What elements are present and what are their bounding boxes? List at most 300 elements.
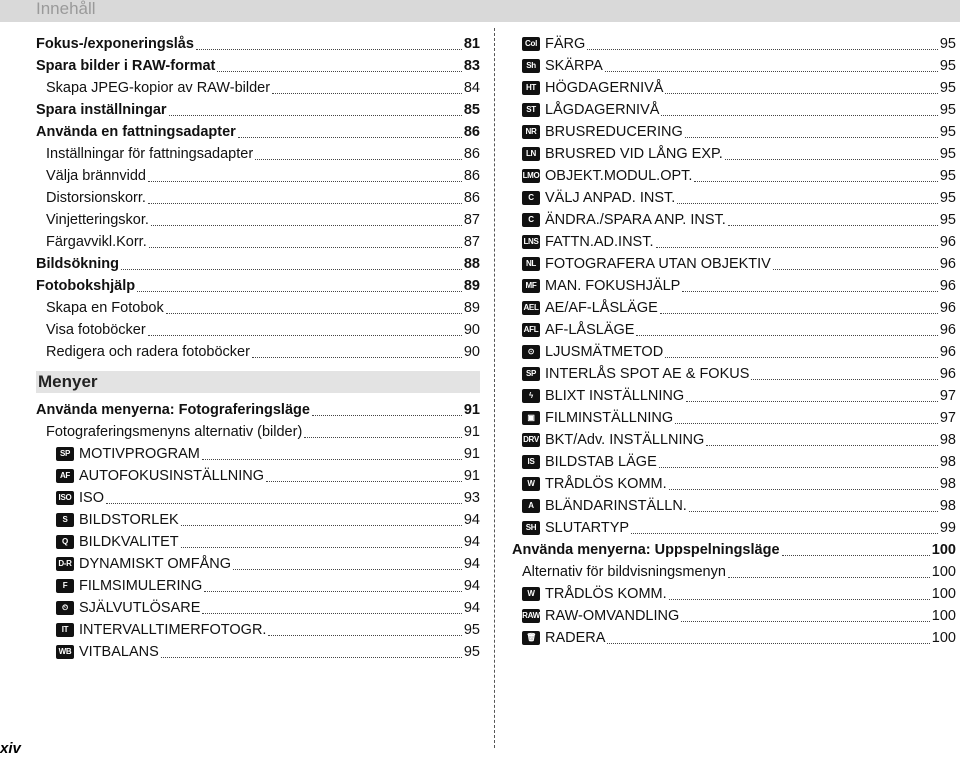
toc-entry-page: 95 [939,58,956,74]
toc-entry-title-wrap [522,256,771,272]
toc-entry-page: 86 [463,168,480,184]
toc-entry[interactable] [36,209,480,231]
column-divider [494,28,495,748]
toc-entry-page: 86 [463,146,480,162]
toc-entry-title: Spara bilder i RAW-format [36,58,216,74]
toc-entry[interactable] [512,121,956,143]
toc-entry-title: VITBALANS [79,644,159,660]
dot-leader [694,181,937,182]
toc-entry-title: Använda menyerna: Uppspelningsläge [512,542,780,558]
toc-entry[interactable] [512,209,956,231]
toc-entry-title: Välja brännvidd [46,168,146,184]
toc-entry-title-wrap [522,344,663,360]
toc-entry-page: 98 [939,454,956,470]
toc-entry-page: 96 [939,256,956,272]
toc-entry-title: MOTIVPROGRAM [79,446,200,462]
toc-entry[interactable] [36,99,480,121]
toc-entry-title-wrap [522,300,658,316]
toc-entry-title: FILMINSTÄLLNING [545,410,674,426]
toc-entry-title: SLUTARTYP [545,520,630,536]
toc-entry-page: 99 [939,520,956,536]
toc-entry[interactable] [36,275,480,297]
toc-entry-page: 90 [463,344,480,360]
toc-entry-page: 95 [463,622,480,638]
toc-entry[interactable] [36,55,480,77]
toc-entry-title: FÄRG [545,36,586,52]
toc-entry[interactable] [512,297,956,319]
toc-entry-page: 86 [463,124,480,140]
dot-leader [233,569,462,570]
toc-entry-page: 97 [939,388,956,404]
menu-item-icon: DRV [522,433,540,447]
menu-item-icon: C [522,191,540,205]
toc-entry-page: 93 [463,490,480,506]
dot-leader [675,423,938,424]
toc-entry[interactable] [512,341,956,363]
toc-entry-page: 95 [939,212,956,228]
toc-entry-title-wrap [36,256,119,272]
left-column [36,33,480,663]
toc-entry-title-wrap [56,644,159,660]
toc-entry-title: Redigera och radera fotoböcker [46,344,250,360]
toc-entry-page: 94 [463,534,480,550]
toc-entry-title-wrap [36,124,236,140]
dot-leader [252,357,462,358]
toc-entry-page: 95 [939,168,956,184]
dot-leader [204,591,462,592]
toc-entry[interactable] [512,275,956,297]
toc-entry-page: 84 [463,80,480,96]
toc-entry-title: Visa fotoböcker [46,322,146,338]
toc-entry-page: 88 [463,256,480,272]
dot-leader [202,613,461,614]
toc-entry[interactable] [512,55,956,77]
toc-entry[interactable] [36,597,480,619]
toc-entry-title: BRUSREDUCERING [545,124,683,140]
toc-entry-title-wrap [522,212,726,228]
toc-entry-title: LÅGDAGERNIVÅ [545,102,660,118]
toc-entry[interactable] [36,319,480,341]
dot-leader [660,313,938,314]
menu-item-icon: F [56,579,74,593]
toc-entry[interactable] [512,517,956,539]
toc-entry-title-wrap [522,498,687,514]
toc-list-top [36,33,480,363]
dot-leader [682,291,938,292]
toc-entry-page: 89 [463,300,480,316]
toc-entry-title-wrap [46,424,302,440]
dot-leader [587,49,938,50]
dot-leader [689,511,938,512]
menu-item-icon: SP [522,367,540,381]
toc-entry-title: RAW-OMVANDLING [545,608,680,624]
menu-item-icon: IS [522,455,540,469]
dot-leader [202,459,462,460]
toc-entry-page: 87 [463,212,480,228]
toc-entry-title: BILDKVALITET [79,534,179,550]
toc-entry-title-wrap [46,234,147,250]
dot-leader [137,291,462,292]
dot-leader [665,357,938,358]
toc-entry[interactable] [36,509,480,531]
menu-item-icon: NL [522,257,540,271]
menu-item-icon: WB [56,645,74,659]
toc-entry-title-wrap [56,446,200,462]
toc-entry-title-wrap [56,468,264,484]
toc-entry[interactable] [36,399,480,421]
toc-entry-title-wrap [46,168,146,184]
toc-entry[interactable] [36,121,480,143]
toc-entry-title: SJÄLVUTLÖSARE [79,600,201,616]
toc-entry-title-wrap [46,146,253,162]
toc-entry[interactable] [512,495,956,517]
toc-entry-title: Vinjetteringskor. [46,212,149,228]
toc-entry-title: ISO [79,490,104,506]
toc-list-bottom [36,399,480,663]
toc-entry-title: MAN. FOKUSHJÄLP [545,278,681,294]
menu-item-icon: W [522,587,540,601]
toc-entry-page: 96 [939,300,956,316]
toc-entry-title: Inställningar för fattningsadapter [46,146,254,162]
toc-entry-page: 95 [463,644,480,660]
dot-leader [782,555,930,556]
toc-entry-title-wrap [56,512,179,528]
dot-leader [149,247,462,248]
toc-entry-title-wrap [522,366,749,382]
toc-entry[interactable] [36,33,480,55]
toc-list-right [512,33,956,649]
dot-leader [669,489,938,490]
toc-entry-title: Skapa JPEG-kopior av RAW-bilder [46,80,271,96]
toc-entry-title: OBJEKT.MODUL.OPT. [545,168,693,184]
dot-leader [686,401,938,402]
toc-entry-page: 95 [939,36,956,52]
toc-entry-title: AF-LÅSLÄGE [545,322,635,338]
toc-entry[interactable] [36,77,480,99]
toc-entry[interactable] [512,77,956,99]
toc-entry-title: LJUSMÄTMETOD [545,344,664,360]
toc-entry-title: SKÄRPA [545,58,603,74]
menu-item-icon: S [56,513,74,527]
toc-entry-title: Fokus-/exponeringslås [36,36,194,52]
toc-entry-page: 95 [939,102,956,118]
toc-entry-title-wrap [522,146,723,162]
toc-entry-title-wrap [522,454,657,470]
toc-entry-title-wrap [522,564,726,580]
toc-entry-title-wrap [36,36,194,52]
toc-entry[interactable] [512,319,956,341]
dot-leader [607,643,929,644]
toc-entry-page: 100 [931,564,956,580]
menu-item-icon: ⊙ [522,345,540,359]
toc-entry[interactable] [512,99,956,121]
menu-item-icon: D-R [56,557,74,571]
dot-leader [268,635,461,636]
header-title: Innehåll [36,0,96,18]
dot-leader [728,225,938,226]
toc-entry-title-wrap [522,410,673,426]
toc-entry-title: AE/AF-LÅSLÄGE [545,300,658,316]
dot-leader [255,159,462,160]
toc-entry[interactable] [36,341,480,363]
toc-entry[interactable] [36,531,480,553]
dot-leader [659,467,938,468]
toc-entry[interactable] [36,421,480,443]
dot-leader [605,71,938,72]
toc-entry-title-wrap [46,80,270,96]
toc-entry-page: 96 [939,322,956,338]
toc-entry[interactable] [36,165,480,187]
menu-item-icon: A [522,499,540,513]
dot-leader [166,313,462,314]
toc-entry[interactable] [512,407,956,429]
toc-entry-title: Använda menyerna: Fotograferingsläge [36,402,310,418]
toc-entry-title-wrap [56,490,104,506]
dot-leader [196,49,462,50]
dot-leader [151,225,462,226]
toc-entry-title: Fotograferingsmenyns alternativ (bilder) [46,424,303,440]
dot-leader [148,203,462,204]
toc-entry-page: 83 [463,58,480,74]
toc-entry-title: TRÅDLÖS KOMM. [545,476,667,492]
toc-entry-title: HÖGDAGERNIVÅ [545,80,664,96]
toc-entry-page: 91 [463,402,480,418]
toc-entry[interactable] [36,553,480,575]
menu-item-icon: Sh [522,59,540,73]
toc-entry-title-wrap [46,300,164,316]
toc-entry[interactable] [36,253,480,275]
toc-entry-page: 100 [931,542,956,558]
menu-item-icon: W [522,477,540,491]
toc-entry-title-wrap [522,234,654,250]
toc-entry[interactable] [36,575,480,597]
toc-entry-title: BILDSTAB LÄGE [545,454,657,470]
toc-entry[interactable] [512,561,956,583]
dot-leader [181,547,462,548]
dot-leader [661,115,937,116]
dot-leader [181,525,462,526]
toc-entry-title: Färgavvikl.Korr. [46,234,147,250]
toc-entry-title: INTERLÅS SPOT AE & FOKUS [545,366,750,382]
dot-leader [161,657,462,658]
menu-item-icon: SP [56,447,74,461]
toc-entry-title-wrap [36,278,135,294]
toc-entry-title-wrap [522,168,692,184]
toc-entry-title-wrap [522,190,675,206]
toc-entry-title-wrap [522,630,605,646]
dot-leader [272,93,462,94]
dot-leader [669,599,930,600]
toc-entry-title-wrap [46,344,250,360]
dot-leader [312,415,462,416]
toc-entry-page: 97 [939,410,956,426]
dot-leader [636,335,937,336]
toc-entry-title: BRUSRED VID LÅNG EXP. [545,146,723,162]
menu-item-icon: NR [522,125,540,139]
toc-entry[interactable] [512,187,956,209]
toc-entry-title-wrap [36,402,310,418]
toc-entry[interactable] [36,619,480,641]
toc-entry-title-wrap [522,278,680,294]
toc-entry-title-wrap [56,534,179,550]
toc-entry-title: FILMSIMULERING [79,578,203,594]
toc-entry-title-wrap [56,600,200,616]
toc-entry-title: Bildsökning [36,256,119,272]
toc-entry-title-wrap [56,578,202,594]
toc-entry-title: FOTOGRAFERA UTAN OBJEKTIV [545,256,771,272]
menu-item-icon: AF [56,469,74,483]
menu-item-icon: ▣ [522,411,540,425]
toc-entry[interactable] [512,253,956,275]
toc-entry[interactable] [36,641,480,663]
toc-entry-page: 91 [463,446,480,462]
dot-leader [169,115,462,116]
toc-entry-page: 91 [463,424,480,440]
page-number: xiv [0,740,21,757]
toc-entry-page: 94 [463,600,480,616]
menu-item-icon: ⏲ [56,601,74,615]
toc-entry-title-wrap [46,212,149,228]
toc-entry-title-wrap [522,102,659,118]
toc-entry[interactable] [512,539,956,561]
toc-entry-page: 95 [939,80,956,96]
toc-entry[interactable] [512,473,956,495]
toc-entry[interactable] [512,231,956,253]
toc-entry-title: AUTOFOKUSINSTÄLLNING [79,468,265,484]
toc-entry-title: ÄNDRA./SPARA ANP. INST. [545,212,726,228]
dot-leader [728,577,930,578]
toc-entry-page: 94 [463,512,480,528]
toc-entry-page: 98 [939,432,956,448]
toc-entry-title: BLIXT INSTÄLLNING [545,388,685,404]
toc-entry-title-wrap [512,542,780,558]
toc-entry[interactable] [512,385,956,407]
toc-entry-title: INTERVALLTIMERFOTOGR. [79,622,267,638]
toc-entry-title-wrap [46,322,146,338]
toc-entry-title-wrap [46,190,146,206]
toc-entry-title-wrap [522,520,629,536]
menu-item-icon: IT [56,623,74,637]
toc-entry-title: BLÄNDARINSTÄLLN. [545,498,687,514]
toc-entry-title-wrap [522,586,667,602]
menu-item-icon: LN [522,147,540,161]
menu-item-icon: AEL [522,301,540,315]
dot-leader [304,437,462,438]
menu-item-icon: Q [56,535,74,549]
toc-entry[interactable] [512,605,956,627]
toc-entry[interactable] [36,187,480,209]
toc-entry-page: 91 [463,468,480,484]
toc-entry[interactable] [512,627,956,649]
toc-entry-title: BILDSTORLEK [79,512,179,528]
toc-entry-page: 87 [463,234,480,250]
toc-entry-title-wrap [56,556,231,572]
menu-item-icon: 🗑 [522,631,540,645]
toc-entry[interactable] [512,33,956,55]
dot-leader [148,335,462,336]
section-header [36,371,480,393]
section-title: Menyer [38,372,98,391]
toc-entry-page: 100 [931,608,956,624]
dot-leader [656,247,938,248]
toc-entry-title: Distorsionskorr. [46,190,146,206]
toc-entry-page: 94 [463,556,480,572]
toc-entry-title: Spara inställningar [36,102,167,118]
toc-entry-title-wrap [522,58,603,74]
toc-entry-page: 100 [931,630,956,646]
toc-entry[interactable] [36,143,480,165]
toc-entry[interactable] [512,165,956,187]
toc-entry-title-wrap [36,58,215,74]
toc-entry-title-wrap [522,322,634,338]
toc-entry-title: RADERA [545,630,606,646]
toc-entry[interactable] [36,443,480,465]
toc-entry-page: 98 [939,498,956,514]
toc-entry-title-wrap [36,102,167,118]
dot-leader [681,621,930,622]
toc-entry[interactable] [512,143,956,165]
menu-item-icon: AFL [522,323,540,337]
toc-entry-page: 86 [463,190,480,206]
toc-entry-title: Fotobokshjälp [36,278,136,294]
dot-leader [106,503,462,504]
dot-leader [685,137,938,138]
toc-entry-title: FATTN.AD.INST. [545,234,654,250]
menu-item-icon: ISO [56,491,74,505]
dot-leader [217,71,461,72]
toc-entry[interactable] [36,487,480,509]
menu-item-icon: C [522,213,540,227]
menu-item-icon: RAW [522,609,540,623]
toc-entry[interactable] [36,297,480,319]
toc-entry-title: Använda en fattningsadapter [36,124,236,140]
toc-entry-title-wrap [522,388,684,404]
dot-leader [773,269,938,270]
toc-entry-title: VÄLJ ANPAD. INST. [545,190,676,206]
toc-entry-page: 96 [939,234,956,250]
dot-leader [266,481,462,482]
dot-leader [631,533,938,534]
menu-item-icon: Col [522,37,540,51]
toc-entry[interactable] [512,583,956,605]
dot-leader [148,181,462,182]
dot-leader [751,379,937,380]
toc-entry[interactable] [512,451,956,473]
menu-item-icon: SH [522,521,540,535]
menu-item-icon: ϟ [522,389,540,403]
toc-entry-title-wrap [522,432,704,448]
toc-entry-page: 96 [939,344,956,360]
toc-entry-title-wrap [56,622,266,638]
toc-entry-title: Alternativ för bildvisningsmenyn [522,564,726,580]
dot-leader [238,137,462,138]
toc-entry-page: 90 [463,322,480,338]
dot-leader [725,159,938,160]
toc-entry-page: 95 [939,124,956,140]
toc-entry[interactable] [512,363,956,385]
page-header [0,0,960,22]
toc-entry-title: BKT/Adv. INSTÄLLNING [545,432,705,448]
right-column [512,33,956,649]
toc-entry[interactable] [36,231,480,253]
toc-entry-page: 94 [463,578,480,594]
dot-leader [706,445,938,446]
toc-entry-page: 89 [463,278,480,294]
menu-item-icon: LNS [522,235,540,249]
toc-entry[interactable] [36,465,480,487]
toc-entry-page: 96 [939,278,956,294]
toc-entry[interactable] [512,429,956,451]
